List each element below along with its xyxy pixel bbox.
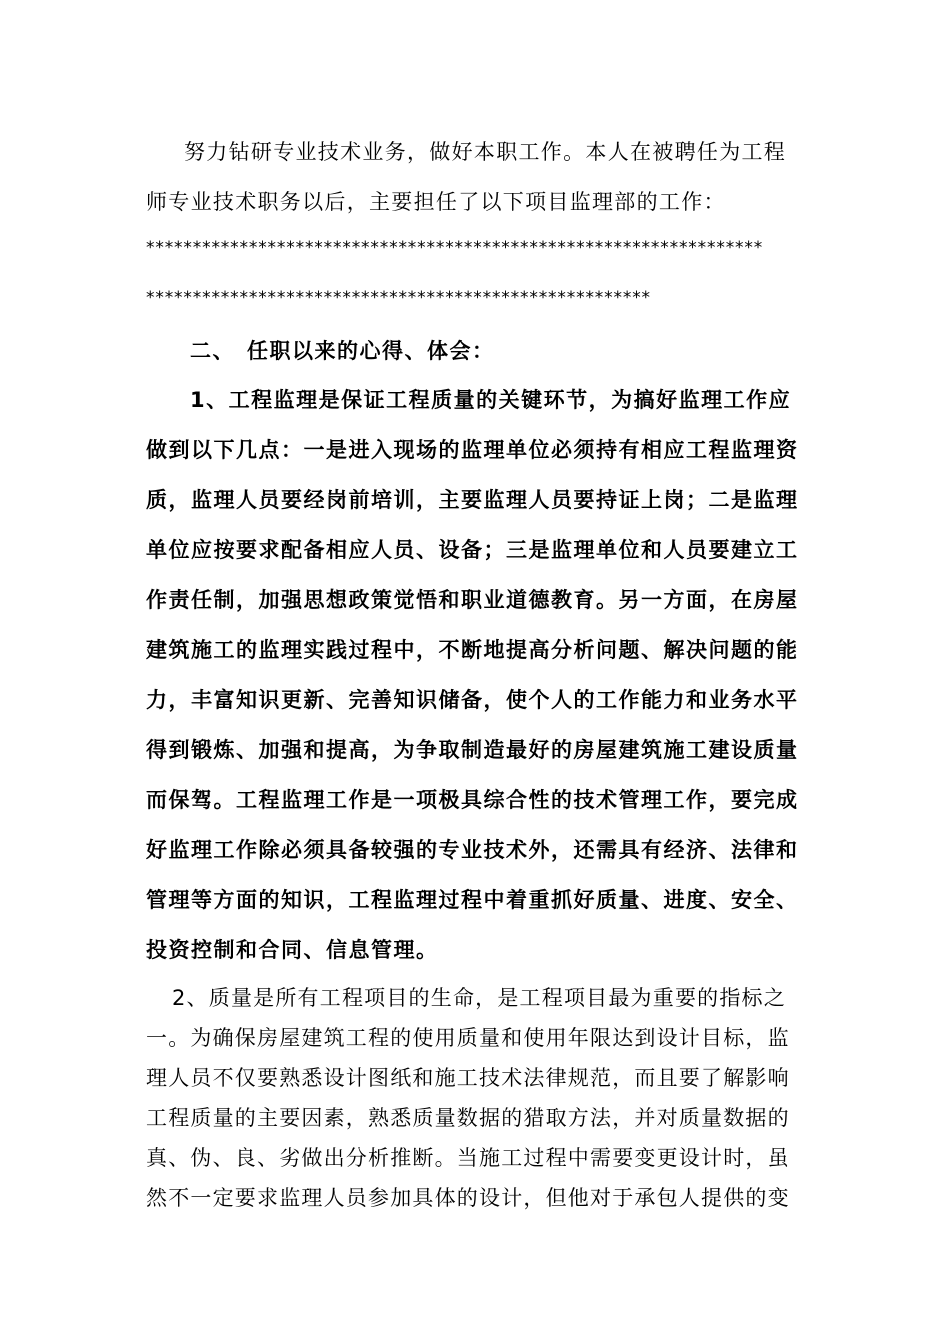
point1-line-8: 得到锻炼、加强和提高，为争取制造最好的房屋建筑施工建设质量 <box>146 738 799 762</box>
intro-line-2: 师专业技术职务以后，主要担任了以下项目监理部的工作： <box>146 190 726 214</box>
point1-line-2: 做到以下几点：一是进入现场的监理单位必须持有相应工程监理资 <box>146 438 799 462</box>
masked-line-2: ****************************************************** <box>146 288 651 308</box>
point2-line-3: 理人员不仅要熟悉设计图纸和施工技术法律规范，而且要了解影响 <box>146 1066 790 1090</box>
point1-line-7: 力，丰富知识更新、完善知识储备，使个人的工作能力和业务水平 <box>146 688 799 712</box>
point1-line-6: 建筑施工的监理实践过程中，不断地提高分析问题、解决问题的能 <box>146 638 799 662</box>
point2-line-6: 然不一定要求监理人员参加具体的设计，但他对于承包人提供的变 <box>146 1186 790 1210</box>
point2-line-2: 一。为确保房屋建筑工程的使用质量和使用年限达到设计目标，监 <box>146 1026 790 1050</box>
point1-line-4: 单位应按要求配备相应人员、设备；三是监理单位和人员要建立工 <box>146 538 799 562</box>
point1-line-10: 好监理工作除必须具备较强的专业技术外，还需具有经济、法律和 <box>146 838 799 862</box>
point1-line-1: 1、工程监理是保证工程质量的关键环节，为搞好监理工作应 <box>190 388 792 412</box>
section-heading: 二、 任职以来的心得、体会： <box>190 339 495 363</box>
point2-line-1: 2、质量是所有工程项目的生命，是工程项目最为重要的指标之 <box>172 986 786 1010</box>
point1-line-5: 作责任制，加强思想政策觉悟和职业道德教育。另一方面，在房屋 <box>146 588 799 612</box>
point1-line-9: 而保驾。工程监理工作是一项极具综合性的技术管理工作，要完成 <box>146 788 799 812</box>
point1-line-11: 管理等方面的知识，工程监理过程中着重抓好质量、进度、安全、 <box>146 888 799 912</box>
masked-line-1: ****************************************************************** <box>146 238 764 258</box>
point1-line-3: 质，监理人员要经岗前培训，主要监理人员要持证上岗；二是监理 <box>146 488 799 512</box>
intro-line-1: 努力钻研专业技术业务，做好本职工作。本人在被聘任为工程 <box>184 140 787 164</box>
point2-line-4: 工程质量的主要因素，熟悉质量数据的猎取方法，并对质量数据的 <box>146 1106 790 1130</box>
point2-line-5: 真、伪、良、劣做出分析推断。当施工过程中需要变更设计时，虽 <box>146 1146 790 1170</box>
point1-line-12: 投资控制和合同、信息管理。 <box>146 938 439 962</box>
